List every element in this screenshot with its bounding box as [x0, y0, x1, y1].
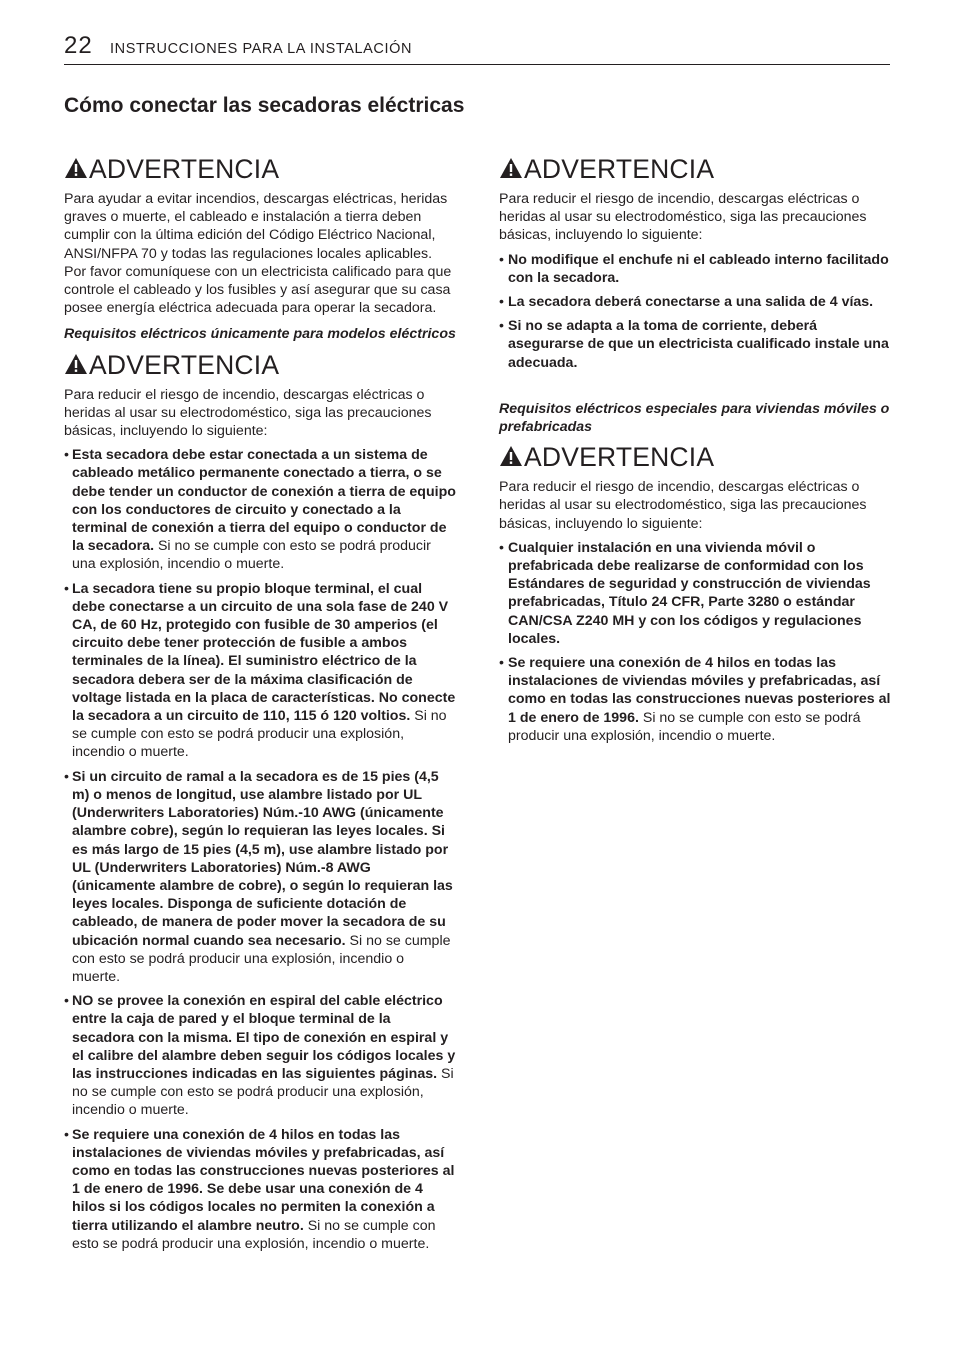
warning-list — [499, 251, 891, 372]
warning-triangle-icon — [499, 445, 523, 467]
list-item: • NO se provee la conexión en espiral del cable eléctrico entre la caja de pared y el bloque terminal de la secadora con la misma. El tipo de conexión en espiral y el calibre del alambre deben seguir los códigos locales y las instrucciones indicadas en las siguientes páginas. Si no se cumple con esto se podrá producir una explosión, incendio o muerte. — [64, 992, 456, 1119]
warning-intro: Para reducir el riesgo de incendio, descargas eléctricas o heridas al usar su electrodoméstico, siga las precauciones básicas, incluyendo lo siguiente: — [499, 479, 867, 532]
page-number: 22 — [64, 32, 93, 59]
list-item: • No modifique el enchufe ni el cableado interno facilitado con la secadora. — [499, 251, 891, 287]
warning-list — [499, 539, 891, 745]
warning-triangle-icon — [64, 353, 88, 375]
list-item: • Se requiere una conexión de 4 hilos en todas las instalaciones de viviendas móviles y prefabricadas, así como en todas las construcciones nuevas posteriores al 1 de enero de 1996. Si no se cumple con esto se podrá producir una explosión, incendio o muerte. — [499, 654, 891, 745]
page-title: Cómo conectar las secadoras eléctricas — [64, 94, 465, 117]
requirements-heading: Requisitos eléctricos especiales para viviendas móviles o prefabricadas — [499, 400, 890, 436]
list-item: • Se requiere una conexión de 4 hilos en todas las instalaciones de viviendas móviles y prefabricadas, así como en todas las construcciones nuevas posteriores al 1 de enero de 1996. Se debe usar una conexión de 4 hilos si los códigos locales no permiten la conexión a tierra utilizando el alambre neutro. Si no se cumple con esto se podrá producir una explosión, incendio o muerte. — [64, 1126, 456, 1253]
warning-intro: Para reducir el riesgo de incendio, descargas eléctricas o heridas al usar su electrodoméstico, siga las precauciones básicas, incluyendo lo siguiente: — [499, 191, 867, 244]
warning-intro: Para reducir el riesgo de incendio, descargas eléctricas o heridas al usar su electrodoméstico, siga las precauciones básicas, incluyendo lo siguiente: — [64, 386, 432, 440]
page-header — [64, 30, 890, 65]
list-item: • Esta secadora debe estar conectada a un sistema de cableado metálico permanente conectado a tierra, o se debe tender un conductor de conexión a tierra de equipo con los conductores de circuito y conectado a la terminal de conexión a tierra del equipo o conductor de la secadora. Si no se cumple con esto se podrá producir una explosión, incendio o muerte. — [64, 446, 456, 573]
list-item: • La secadora tiene su propio bloque terminal, el cual debe conectarse a un circuito de una sola fase de 240 V CA, de 60 Hz, protegido con fusible de 30 amperios (el circuito debe tener protección de fusible a ambos terminales de la línea). El suministro eléctrico de la secadora debera ser de la máxima clasificación de voltage listada en la placa de características. No conecte la secadora a un circuito de 110, 115 ó 120 voltios. Si no se cumple con esto se podrá producir una explosión, incendio o muerte. — [64, 580, 456, 762]
warning-heading: ADVERTENCIA — [499, 150, 891, 188]
warning-heading: ADVERTENCIA — [64, 346, 456, 384]
left-column — [64, 150, 456, 1253]
list-item: • La secadora deberá conectarse a una salida de 4 vías. — [499, 293, 891, 311]
warning-heading: ADVERTENCIA — [64, 150, 456, 188]
list-item: • Si no se adapta a la toma de corriente, deberá asegurarse de que un electricista cualificado instale una adecuada. — [499, 317, 891, 372]
warning-heading: ADVERTENCIA — [499, 438, 891, 476]
section-label: INSTRUCCIONES PARA LA INSTALACIÓN — [110, 41, 413, 57]
requirements-heading: Requisitos eléctricos únicamente para modelos eléctricos — [64, 326, 456, 343]
list-item: • Cualquier instalación en una vivienda móvil o prefabricada debe realizarse de conformidad con los Estándares de seguridad y construcción de viviendas prefabricadas, Título 24 CFR, Parte 3280 o estándar CAN/CSA Z240 MH y con los códigos y regulaciones locales. — [499, 539, 891, 648]
warning-list — [64, 446, 456, 1253]
list-item: • Si un circuito de ramal a la secadora es de 15 pies (4,5 m) o menos de longitud, use alambre listado por UL (Underwriters Laboratories) Núm.-10 AWG (únicamente alambre cobre), según lo requieran las leyes locales. Si es más largo de 15 pies (4,5 m), use alambre listado por UL (Underwriters Laboratories) Núm.-8 AWG (únicamente alambre de cobre), o según lo requieran las leyes locales. Disponga de suficiente dotación de cableado, de manera de poder mover la secadora de su ubicación normal cuando sea necesario. Si no se cumple con esto se podrá producir una explosión, incendio o muerte. — [64, 768, 456, 986]
warning-triangle-icon — [499, 157, 523, 179]
warning-text: Para ayudar a evitar incendios, descargas eléctricas, heridas graves o muerte, el cableado e instalación a tierra deben cumplir con la última edición del Código Eléctrico Nacional, ANSI/NFPA 70 y todas las regulaciones locales aplicables. Por favor comuníquese con un electricista calificado para que controle el cableado y los fusibles y así asegurar que su casa posee energía eléctrica adecuada para operar la secadora. — [64, 191, 452, 317]
right-column — [499, 150, 891, 745]
warning-triangle-icon — [64, 157, 88, 179]
